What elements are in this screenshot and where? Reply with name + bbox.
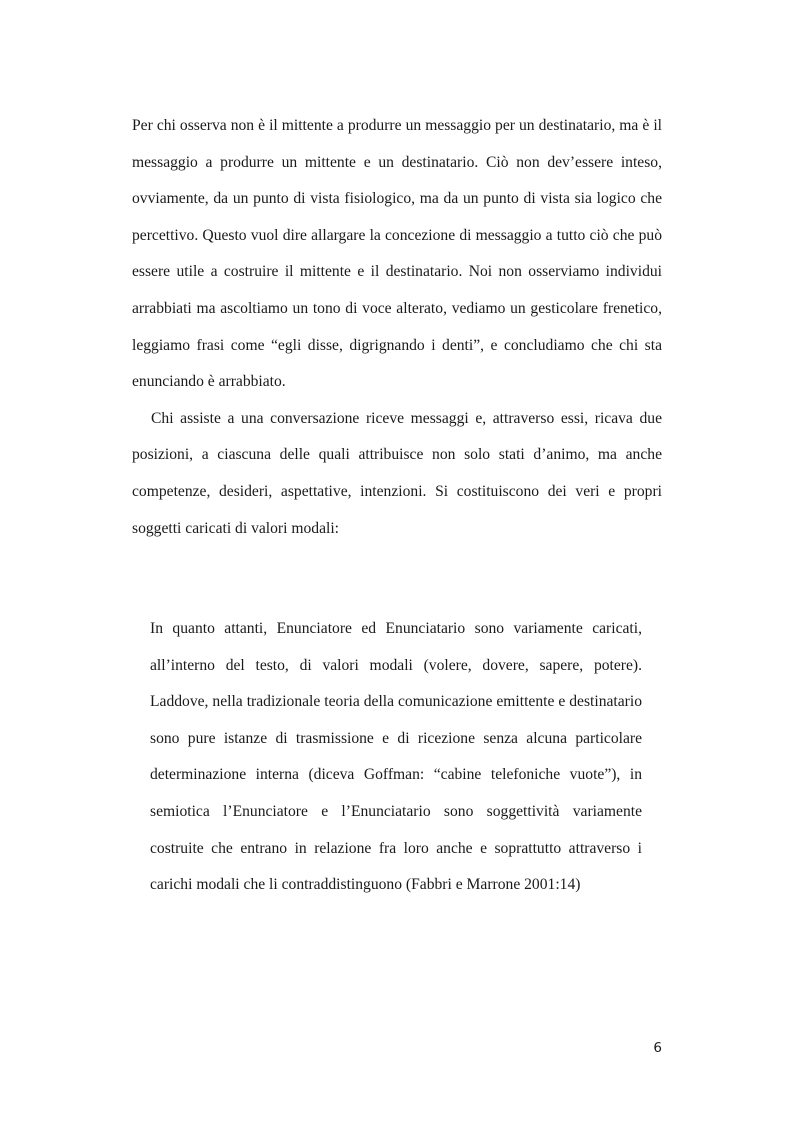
paragraph-2: Chi assiste a una conversazione riceve messaggi e, attraverso essi, ricava due posizioni, a ciascuna delle quali attribuisce non solo stati d’animo, ma anche competenze, desideri, aspettative, intenzioni. Si costituiscono dei veri e propri soggetti caricati di valori modali: (132, 409, 662, 537)
block-quote: In quanto attanti, Enunciatore ed Enunciatario sono variamente caricati, all’interno del testo, di valori modali (volere, dovere, sapere, potere). Laddove, nella tradizionale teoria della comunicazione emittente e destinatario sono pure istanze di trasmissione e di ricezione senza alcuna particolare determinazione interna (diceva Goffman: “cabine telefoniche vuote”), in semiotica l’Enunciatore e l’Enunciatario sono soggettività variamente costruite che entrano in relazione fra loro anche e soprattutto attraverso i carichi modali che li contraddistinguono (Fabbri e Marrone 2001:14) (150, 620, 642, 894)
body-text (132, 108, 662, 547)
paragraph-1: Per chi osserva non è il mittente a produrre un messaggio per un destinatario, ma è il messaggio a produrre un mittente e un destinatario. Ciò non dev’essere inteso, ovviamente, da un punto di vista fisiologico, ma da un punto di vista sia logico che percettivo. Questo vuol dire allargare la concezione di messaggio a tutto ciò che può essere utile a costruire il mittente e il destinatario. Noi non osserviamo individui arrabbiati ma ascoltiamo un tono di voce alterato, vediamo un gesticolare frenetico, leggiamo frasi come “egli disse, digrignando i denti”, e concludiamo che chi sta enunciando è arrabbiato. (132, 117, 662, 391)
page-number: 6 (653, 1040, 662, 1056)
